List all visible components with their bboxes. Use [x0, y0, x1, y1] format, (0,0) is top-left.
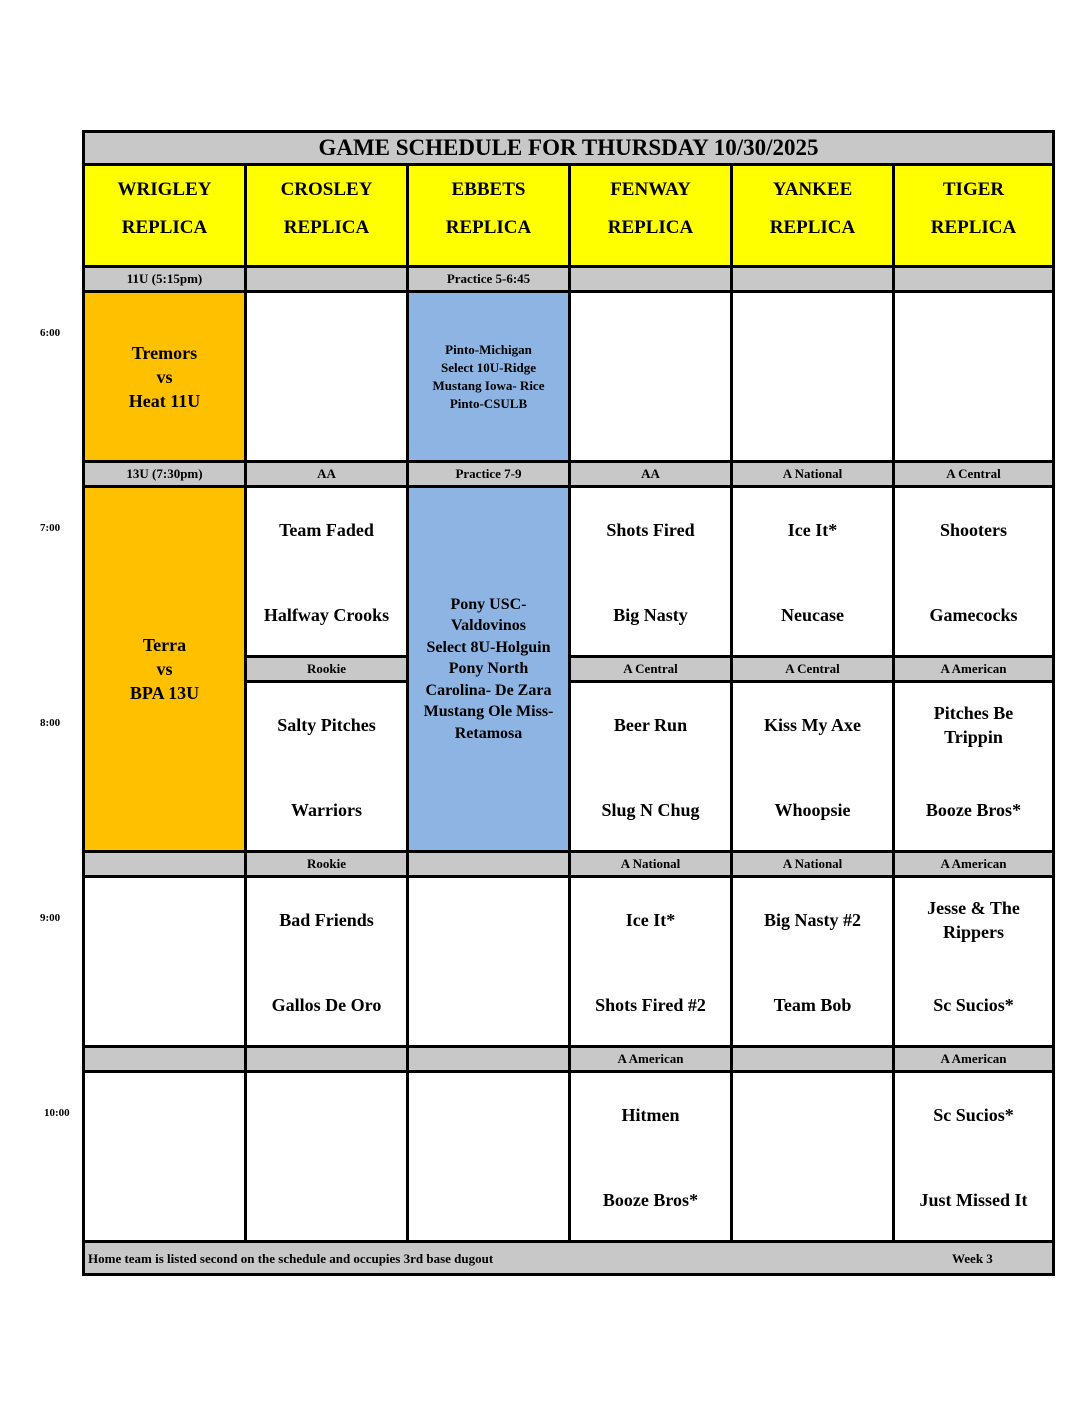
band-cell: 13U (7:30pm) [85, 460, 247, 488]
band-cell: AA [571, 460, 733, 488]
practice-team: Pinto-Michigan [445, 341, 532, 357]
game-cell-fenway-9 [571, 878, 733, 1045]
field-header-ebbets [409, 166, 571, 268]
team-name: Gallos De Oro [271, 995, 382, 1015]
practice-team: Pony USC- [450, 595, 527, 613]
schedule-table [82, 130, 1055, 1276]
game-cell-tiger-9 [895, 878, 1052, 1045]
practice-team: Pinto-CSULB [449, 395, 528, 411]
team-name: Sc Sucios* [933, 995, 1014, 1015]
field-header-yankee [733, 166, 895, 268]
team-name: Salty Pitches [277, 715, 376, 735]
team-name: Ice It* [787, 520, 838, 540]
team-name: Terra [142, 635, 187, 655]
empty-cell [733, 1073, 895, 1240]
band-cell [571, 265, 733, 293]
page-title: GAME SCHEDULE FOR THURSDAY 10/30/2025 [85, 133, 1052, 166]
game-cell-wrigley-7 [85, 488, 247, 850]
empty-cell [733, 293, 895, 460]
vs-label: vs [156, 659, 173, 679]
time-label-6: 6:00 [40, 327, 61, 339]
empty-cell [247, 293, 409, 460]
band-cell: Rookie [247, 850, 409, 878]
game-cell-fenway-7 [571, 488, 733, 655]
practice-team: Valdovinos [451, 617, 526, 635]
band-cell: AA [247, 460, 409, 488]
band-cell: A American [895, 1045, 1052, 1073]
game-cell-crosley-7 [247, 488, 409, 655]
field-header-wrigley [85, 166, 247, 268]
field-name: YANKEE [772, 179, 853, 200]
band-cell [247, 1045, 409, 1073]
empty-cell [895, 293, 1052, 460]
practice-cell-ebbets-7 [409, 488, 571, 850]
team-name: Gamecocks [929, 605, 1018, 625]
band-cell [733, 1045, 895, 1073]
band-cell: Practice 7-9 [409, 460, 571, 488]
field-sub: REPLICA [283, 217, 370, 238]
team-name: Team Bob [773, 995, 852, 1015]
team-name: Bad Friends [279, 910, 374, 930]
team-name: Team Faded [279, 520, 374, 540]
week-label: Week 3 [952, 1251, 993, 1266]
vs-label: vs [156, 366, 173, 387]
team-name: Tremors [131, 342, 198, 363]
team-name: Heat 11U [128, 390, 201, 411]
band-cell: A Central [571, 655, 733, 683]
team-name: Warriors [291, 800, 362, 820]
band-cell: A American [895, 850, 1052, 878]
game-cell-crosley-9 [247, 878, 409, 1045]
team-name: Big Nasty [613, 605, 688, 625]
team-name: Beer Run [613, 715, 688, 735]
practice-team: Retamosa [454, 724, 523, 742]
field-header-fenway [571, 166, 733, 268]
band-cell: A National [571, 850, 733, 878]
game-cell-tiger-7 [895, 488, 1052, 655]
team-name: Kiss My Axe [764, 715, 861, 735]
band-cell: A American [895, 655, 1052, 683]
field-sub: REPLICA [121, 217, 208, 238]
game-cell-fenway-10 [571, 1073, 733, 1240]
time-label-10: 10:00 [44, 1107, 70, 1119]
band-cell: A Central [733, 655, 895, 683]
team-name: Sc Sucios* [933, 1105, 1014, 1125]
team-name: Booze Bros* [602, 1190, 699, 1210]
field-name: WRIGLEY [117, 179, 212, 200]
game-cell-tiger-10 [895, 1073, 1052, 1240]
practice-cell-ebbets-6 [409, 293, 571, 460]
footer-note: Home team is listed second on the schedule and occupies 3rd base dugout [88, 1251, 494, 1266]
field-header-crosley [247, 166, 409, 268]
game-cell-tiger-8 [895, 683, 1052, 850]
band-cell [895, 265, 1052, 293]
team-name: Pitches Be Trippin [933, 703, 1014, 747]
field-name: TIGER [942, 179, 1005, 200]
game-cell-crosley-8 [247, 683, 409, 850]
practice-team: Carolina- De Zara [425, 681, 552, 699]
empty-cell [409, 1073, 571, 1240]
field-name: CROSLEY [280, 179, 373, 200]
field-sub: REPLICA [930, 217, 1017, 238]
team-name: Booze Bros* [925, 800, 1022, 820]
team-name: Shots Fired #2 [595, 995, 706, 1015]
band-cell: Practice 5-6:45 [409, 265, 571, 293]
team-name: BPA 13U [129, 683, 200, 703]
field-name: EBBETS [451, 179, 526, 200]
practice-team: Mustang Ole Miss- [423, 703, 554, 721]
team-name: Hitmen [621, 1105, 680, 1125]
team-name: Just Missed It [919, 1190, 1028, 1210]
band-cell: Rookie [247, 655, 409, 683]
field-sub: REPLICA [607, 217, 694, 238]
band-cell [85, 1045, 247, 1073]
field-name: FENWAY [610, 179, 691, 200]
team-name: Halfway Crooks [263, 605, 390, 625]
team-name: Shooters [940, 520, 1007, 540]
field-header-tiger [895, 166, 1052, 268]
team-name: Neucase [781, 605, 844, 625]
field-sub: REPLICA [445, 217, 532, 238]
band-cell [409, 850, 571, 878]
empty-cell [85, 1073, 247, 1240]
band-cell: A American [571, 1045, 733, 1073]
footer-bar [85, 1240, 1052, 1273]
practice-team: Select 8U-Holguin [426, 638, 551, 656]
game-cell-yankee-7 [733, 488, 895, 655]
game-cell-wrigley-6 [85, 293, 247, 460]
team-name: Slug N Chug [601, 800, 700, 820]
band-cell [733, 265, 895, 293]
team-name: Ice It* [625, 910, 676, 930]
team-name: Shots Fired [606, 520, 695, 540]
band-cell: A National [733, 850, 895, 878]
band-cell [247, 265, 409, 293]
time-label-8: 8:00 [40, 717, 61, 729]
band-cell [85, 850, 247, 878]
band-cell: A National [733, 460, 895, 488]
band-cell [409, 1045, 571, 1073]
empty-cell [409, 878, 571, 1045]
team-name: Whoopsie [774, 800, 851, 820]
team-name: Big Nasty #2 [763, 910, 861, 930]
time-label-7: 7:00 [40, 522, 61, 534]
empty-cell [571, 293, 733, 460]
practice-team: Select 10U-Ridge [441, 359, 536, 375]
practice-team: Pony North [448, 660, 529, 678]
field-sub: REPLICA [769, 217, 856, 238]
band-cell: A Central [895, 460, 1052, 488]
game-cell-fenway-8 [571, 683, 733, 850]
time-label-9: 9:00 [40, 912, 61, 924]
game-cell-yankee-9 [733, 878, 895, 1045]
empty-cell [85, 878, 247, 1045]
game-cell-yankee-8 [733, 683, 895, 850]
empty-cell [247, 1073, 409, 1240]
practice-team: Mustang Iowa- Rice [432, 377, 545, 393]
band-cell: 11U (5:15pm) [85, 265, 247, 293]
team-name: Jesse & The Rippers [927, 898, 1020, 942]
